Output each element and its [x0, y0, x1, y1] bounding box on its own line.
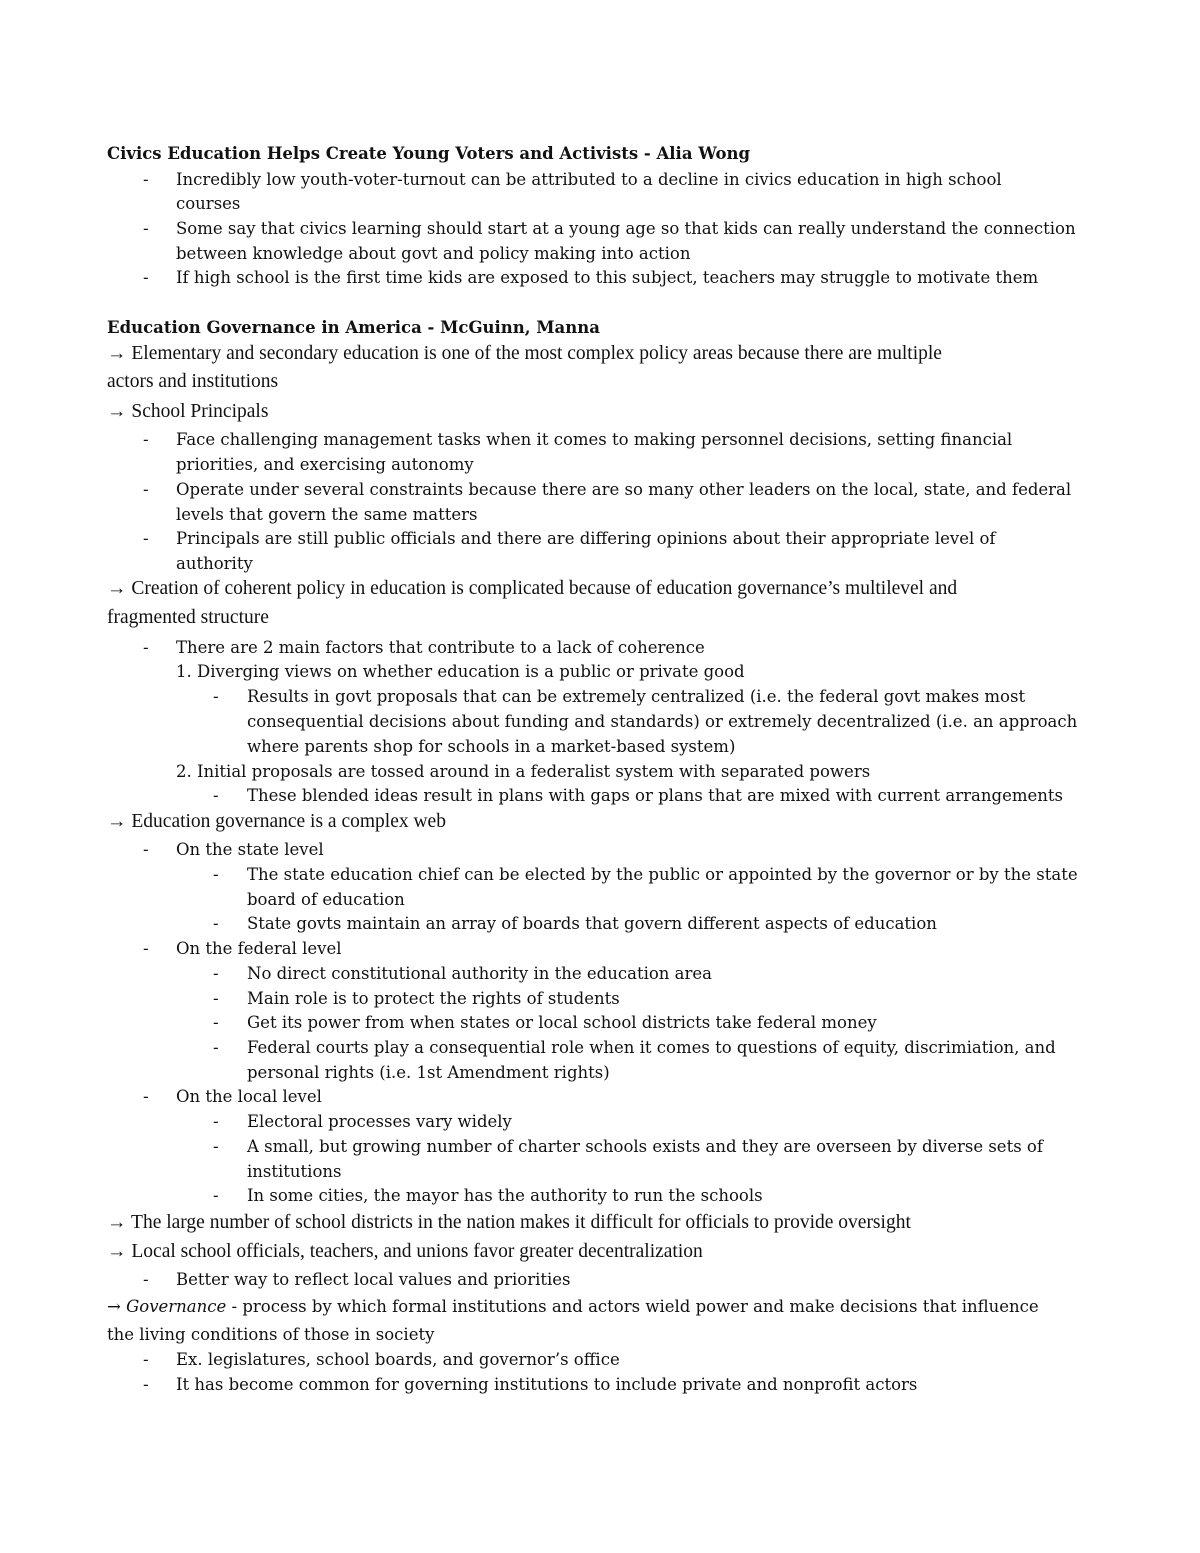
section-title-governance: Education Governance in America - McGuinn, Manna	[107, 318, 600, 337]
bullet-text: Get its power from when states or local school districts take federal money	[247, 1013, 877, 1032]
bullet-text: Ex. legislatures, school boards, and governor’s office	[176, 1350, 620, 1369]
arrow-text-cont: fragmented structure	[107, 607, 269, 628]
bullet-text: On the state level	[176, 840, 324, 859]
arrow-icon: →	[107, 401, 127, 422]
bullet-text: Incredibly low youth-voter-turnout can be attributed to a decline in civics education in high school	[176, 170, 1002, 189]
bullet-dash: -	[143, 1350, 149, 1369]
arrow-icon: →	[107, 1297, 121, 1316]
bullet-text: No direct constitutional authority in the education area	[247, 964, 712, 983]
bullet-text-cont: personal rights (i.e. 1st Amendment rights)	[247, 1063, 610, 1082]
bullet-text-cont: institutions	[247, 1162, 342, 1181]
bullet-dash: -	[213, 865, 219, 884]
bullet-dash: -	[213, 964, 219, 983]
arrow-point	[107, 1212, 911, 1234]
bullet-text: Some say that civics learning should start at a young age so that kids can really understand the connection	[176, 219, 1076, 238]
bullet-text: Results in govt proposals that can be extremely centralized (i.e. the federal govt makes most	[247, 687, 1026, 706]
bullet-text: A small, but growing number of charter schools exists and they are overseen by diverse sets of	[247, 1137, 1043, 1156]
bullet-dash: -	[213, 1038, 219, 1057]
bullet-text-cont: where parents shop for schools in a market-based system)	[247, 737, 736, 756]
bullet-text-cont: authority	[176, 554, 253, 573]
definition-term: Governance	[126, 1297, 227, 1316]
bullet-text: Electoral processes vary widely	[247, 1112, 512, 1131]
bullet-text: Main role is to protect the rights of students	[247, 989, 620, 1008]
definition-text: - process by which formal institutions and actors wield power and make decisions that influence	[226, 1297, 1039, 1316]
arrow-text-cont: actors and institutions	[107, 371, 279, 392]
bullet-dash: -	[213, 1137, 219, 1156]
bullet-text: Operate under several constraints because there are so many other leaders on the local, state, and federal	[176, 480, 1072, 499]
bullet-dash: -	[143, 529, 149, 548]
arrow-icon: →	[107, 1241, 127, 1262]
bullet-text-cont: board of education	[247, 890, 405, 909]
arrow-icon: →	[107, 1212, 127, 1233]
arrow-icon: →	[107, 343, 127, 364]
bullet-text: The state education chief can be elected by the public or appointed by the governor or by the state	[247, 865, 1078, 884]
arrow-text: Local school officials, teachers, and unions favor greater decentralization	[131, 1241, 703, 1262]
bullet-dash: -	[143, 170, 149, 189]
definition-text-cont: the living conditions of those in society	[107, 1325, 435, 1344]
bullet-text: On the federal level	[176, 939, 342, 958]
arrow-text: Education governance is a complex web	[131, 811, 446, 832]
bullet-text: Principals are still public officials and there are differing opinions about their appropriate level of	[176, 529, 996, 548]
arrow-text: Elementary and secondary education is one of the most complex policy areas because there are multiple	[131, 343, 942, 364]
bullet-text-cont: courses	[176, 194, 241, 213]
bullet-dash: -	[143, 1270, 149, 1289]
bullet-text: State govts maintain an array of boards that govern different aspects of education	[247, 914, 937, 933]
bullet-dash: -	[143, 939, 149, 958]
arrow-text: Creation of coherent policy in education is complicated because of education governance’s multilevel and	[131, 578, 958, 599]
bullet-text: In some cities, the mayor has the authority to run the schools	[247, 1186, 763, 1205]
arrow-point	[107, 811, 446, 833]
bullet-dash: -	[143, 1087, 149, 1106]
arrow-point	[107, 343, 942, 365]
bullet-dash: -	[143, 268, 149, 287]
definition-line	[107, 1297, 1039, 1316]
bullet-dash: -	[143, 219, 149, 238]
bullet-text: Better way to reflect local values and priorities	[176, 1270, 571, 1289]
arrow-text: The large number of school districts in the nation makes it difficult for officials to provide oversight	[131, 1212, 911, 1233]
bullet-dash: -	[213, 914, 219, 933]
bullet-dash: -	[213, 1013, 219, 1032]
bullet-dash: -	[143, 840, 149, 859]
bullet-dash: -	[213, 989, 219, 1008]
bullet-text-cont: levels that govern the same matters	[176, 505, 478, 524]
bullet-dash: -	[213, 1112, 219, 1131]
bullet-text: If high school is the first time kids are exposed to this subject, teachers may struggle to motivate them	[176, 268, 1039, 287]
arrow-text: School Principals	[131, 401, 269, 422]
numbered-item: 2. Initial proposals are tossed around in a federalist system with separated powers	[176, 762, 871, 781]
bullet-text: It has become common for governing institutions to include private and nonprofit actors	[176, 1375, 918, 1394]
bullet-text-cont: consequential decisions about funding and standards) or extremely decentralized (i.e. an approach	[247, 712, 1078, 731]
bullet-dash: -	[143, 638, 149, 657]
numbered-item: 1. Diverging views on whether education is a public or private good	[176, 662, 745, 681]
bullet-dash: -	[213, 687, 219, 706]
arrow-point	[107, 401, 268, 423]
bullet-dash: -	[213, 1186, 219, 1205]
section-title-civics: Civics Education Helps Create Young Voters and Activists - Alia Wong	[107, 144, 750, 163]
bullet-dash: -	[143, 1375, 149, 1394]
bullet-dash: -	[213, 786, 219, 805]
bullet-text-cont: priorities, and exercising autonomy	[176, 455, 474, 474]
bullet-text: There are 2 main factors that contribute to a lack of coherence	[176, 638, 705, 657]
arrow-icon: →	[107, 578, 127, 599]
bullet-dash: -	[143, 480, 149, 499]
bullet-text: Face challenging management tasks when it comes to making personnel decisions, setting financial	[176, 430, 1013, 449]
arrow-point	[107, 578, 957, 600]
bullet-text: Federal courts play a consequential role when it comes to questions of equity, discrimiation, and	[247, 1038, 1056, 1057]
bullet-text: On the local level	[176, 1087, 322, 1106]
arrow-point	[107, 1241, 703, 1263]
bullet-text-cont: between knowledge about govt and policy making into action	[176, 244, 691, 263]
bullet-text: These blended ideas result in plans with gaps or plans that are mixed with current arrangements	[247, 786, 1063, 805]
bullet-dash: -	[143, 430, 149, 449]
arrow-icon: →	[107, 811, 127, 832]
